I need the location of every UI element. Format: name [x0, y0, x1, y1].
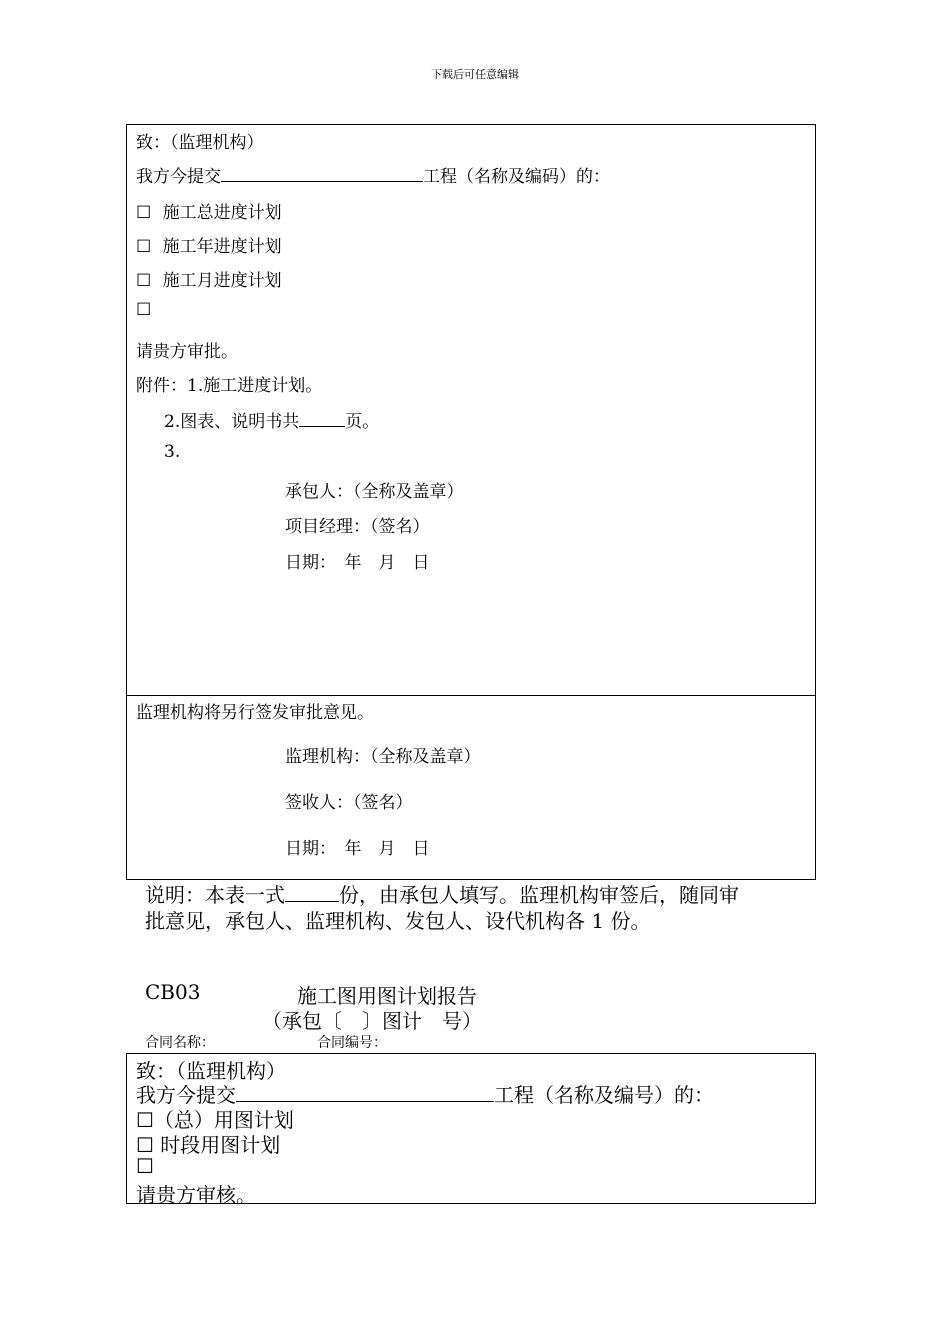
contractor-date: 日期： 年 月 日	[285, 553, 430, 573]
explanation-prefix: 说明：本表一式	[145, 883, 285, 907]
form2-option-period[interactable]: ☐ 时段用图计划	[136, 1133, 281, 1157]
form2-submit-suffix: 工程（名称及编号）的：	[494, 1083, 714, 1107]
checkbox-icon[interactable]: ☐	[136, 237, 152, 257]
form1-request: 请贵方审批。	[136, 342, 238, 362]
form2-subtitle: （承包〔 〕图计 号）	[262, 1009, 482, 1033]
option-label: 施工总进度计划	[162, 203, 282, 223]
form2-submit-prefix: 我方今提交	[136, 1083, 236, 1107]
contract-number-label: 合同编号：	[317, 1035, 387, 1051]
explanation-line2: 批意见，承包人、监理机构、发包人、设代机构各 1 份。	[145, 909, 651, 933]
form2-option-total[interactable]: ☐（总）用图计划	[136, 1108, 294, 1132]
form1-submit-line	[136, 162, 610, 187]
attachment-2	[164, 407, 379, 432]
option-other	[136, 300, 151, 320]
option-label: 施工月进度计划	[162, 271, 282, 291]
contract-name-label: 合同名称：	[145, 1035, 215, 1051]
checkbox-icon[interactable]: ☐	[136, 300, 152, 320]
page-header-note: 下载后可任意编辑	[431, 68, 519, 81]
copies-blank[interactable]	[285, 881, 339, 902]
option-total-schedule	[136, 198, 282, 223]
checkbox-icon[interactable]: ☐	[136, 271, 152, 291]
receiver-signature: 签收人：（签名）	[285, 793, 413, 813]
supervision-org: 监理机构：（全称及盖章）	[285, 747, 481, 767]
form2-project-name-blank[interactable]	[236, 1081, 494, 1102]
project-manager-signature: 项目经理：（签名）	[285, 517, 430, 537]
form1-to: 致：（监理机构）	[136, 133, 264, 153]
explanation-suffix: 份，由承包人填写。监理机构审签后，随同审	[339, 883, 739, 907]
attachment-2-prefix: 2.图表、说明书共	[164, 412, 300, 432]
attachment-1: 附件：1.施工进度计划。	[136, 376, 323, 396]
page-count-blank[interactable]	[299, 409, 345, 427]
option-monthly-schedule	[136, 266, 282, 291]
supervision-note: 监理机构将另行签发审批意见。	[136, 703, 374, 723]
supervision-date: 日期： 年 月 日	[285, 839, 430, 859]
checkbox-icon[interactable]: ☐	[136, 203, 152, 223]
submit-suffix: 工程（名称及编码）的：	[423, 167, 610, 187]
contractor-signature: 承包人：（全称及盖章）	[285, 482, 464, 502]
option-annual-schedule	[136, 232, 282, 257]
form2-code: CB03	[145, 980, 201, 1004]
form2-option-other[interactable]: ☐	[136, 1154, 154, 1178]
form2-request: 请贵方审核。	[136, 1183, 256, 1207]
submit-prefix: 我方今提交	[136, 167, 221, 187]
attachment-2-suffix: 页。	[345, 412, 380, 432]
explanation-line1	[145, 879, 739, 908]
form2-title: 施工图用图计划报告	[297, 984, 477, 1008]
form2-to: 致：（监理机构）	[136, 1059, 286, 1083]
form1-divider	[127, 695, 815, 696]
attachment-3: 3.	[164, 442, 181, 462]
project-name-blank[interactable]	[221, 164, 423, 182]
option-label: 施工年进度计划	[162, 237, 282, 257]
